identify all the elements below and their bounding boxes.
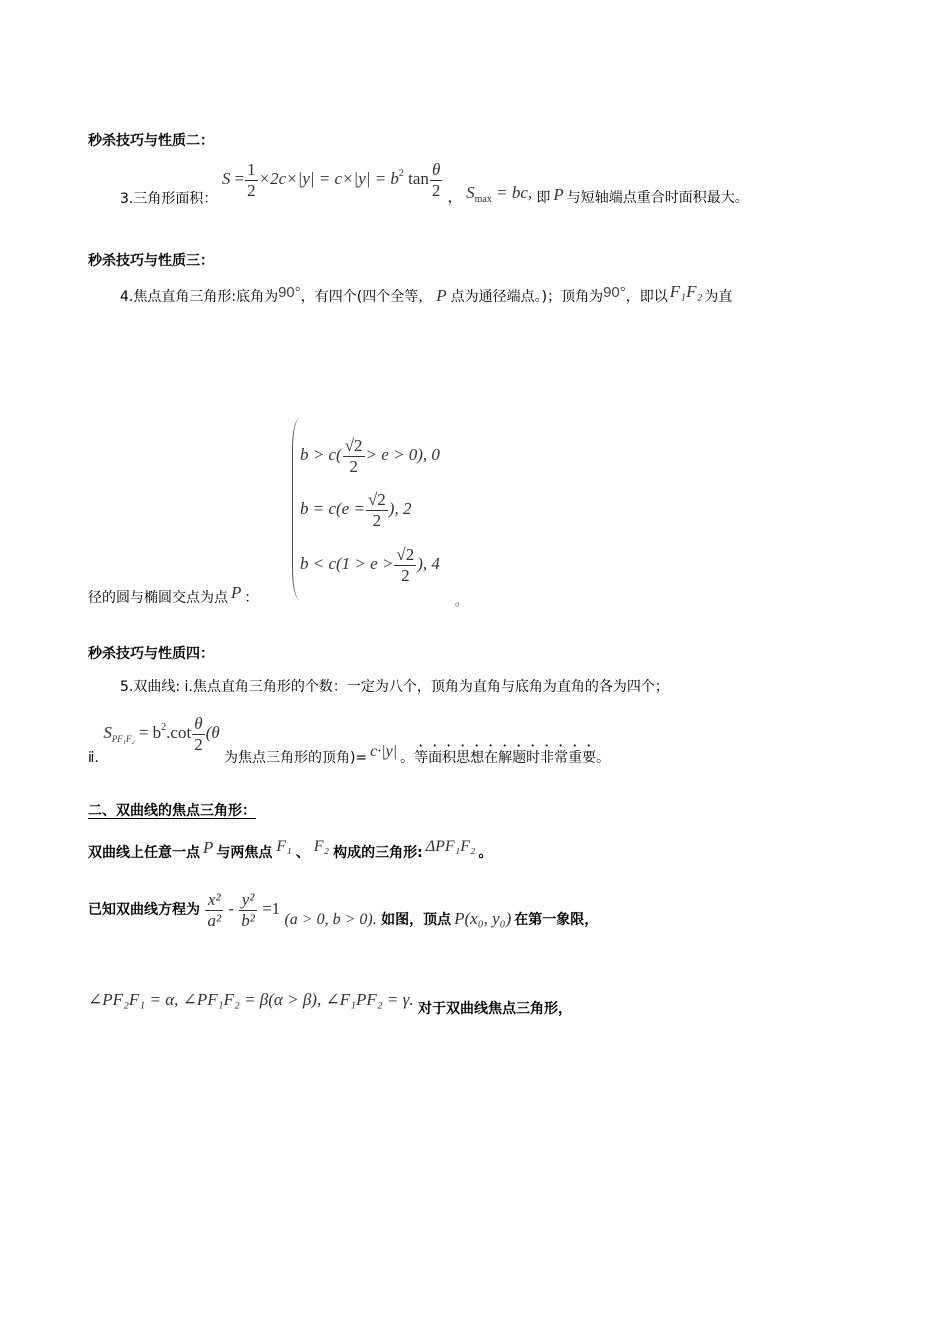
case-1 xyxy=(300,436,440,476)
point-p: P xyxy=(553,185,564,205)
section3-title: 秒杀技巧与性质三： xyxy=(88,253,214,269)
cot-text2-dotted: 。等面积思想在解题时非常重要。 xyxy=(400,749,611,766)
line-e: 为直 xyxy=(704,289,733,305)
x-fraction xyxy=(205,890,223,930)
area-item-label: 3.三角形面积： xyxy=(120,191,218,208)
hyperbola-count-line: 5.双曲线: ⅰ.焦点直角三角形的个数：一定为八个，顶角为直角与底角为直角的各为四个； xyxy=(120,679,669,695)
p2-line1-c: 构成的三角形: xyxy=(333,845,423,861)
smax-eq: = bc, xyxy=(496,183,533,203)
cot-text2 xyxy=(400,750,610,766)
line2-text: 径的圆与椭圆交点为点 xyxy=(88,590,228,606)
case1-fraction xyxy=(343,436,365,476)
line-a: 4.焦点直角三角形:底角为 xyxy=(120,289,279,305)
angle-90-apex: 90° xyxy=(603,284,626,301)
cot-paren: (θ xyxy=(205,722,220,742)
hyperbola-equation xyxy=(204,890,284,930)
formula-tan: tan xyxy=(408,168,429,188)
area-formula-line xyxy=(120,160,749,208)
line-b: ，有四个(四个全等， xyxy=(300,289,433,305)
cot-eq: = b xyxy=(138,722,162,742)
smax-sub: max xyxy=(474,194,492,206)
point-p-3: P xyxy=(231,583,242,602)
p2-sep: 、 xyxy=(295,845,310,861)
theta-fraction xyxy=(430,160,443,200)
case3-den: 2 xyxy=(401,565,410,585)
eq-minus: - xyxy=(228,898,234,918)
case1-pre: b > c( xyxy=(300,444,342,464)
a2: a² xyxy=(207,910,222,930)
y-fraction xyxy=(239,890,257,930)
p2-line1-d: 。 xyxy=(478,845,493,861)
formula-eq: = xyxy=(234,168,245,188)
eq-one: =1 xyxy=(262,898,281,918)
area-text-end: 与短轴端点重合时面积最大。 xyxy=(566,190,749,207)
section4-title: 秒杀技巧与性质四： xyxy=(88,646,214,662)
case2-post: ), 2 xyxy=(388,498,412,518)
cot-two: 2 xyxy=(194,734,203,754)
section2-title: 秒杀技巧与性质二： xyxy=(88,133,214,149)
case1-den: 2 xyxy=(349,456,358,476)
hyperbola-equation-line xyxy=(88,890,598,930)
p2-line1-b: 与两焦点 xyxy=(216,845,273,861)
case3-num: √2 xyxy=(396,545,415,564)
text-ji: 即 xyxy=(536,190,551,207)
case2-num: √2 xyxy=(367,490,386,509)
cy-formula: c·|y| xyxy=(370,742,398,760)
case1-num: √2 xyxy=(344,436,363,455)
formula-s: S xyxy=(221,168,231,188)
circle-intersect-line xyxy=(88,583,259,607)
x2: x² xyxy=(205,890,223,911)
focal-right-triangle-line xyxy=(120,282,733,306)
formula-square: 2 xyxy=(398,167,404,179)
p2-point-p: P xyxy=(203,838,214,857)
y2: y² xyxy=(239,890,257,911)
case2-fraction xyxy=(366,490,388,530)
half-den: 2 xyxy=(247,180,256,200)
cot-sq: 2 xyxy=(161,721,167,733)
cot-formula xyxy=(103,714,224,754)
cot-fraction xyxy=(192,714,205,754)
case2-pre: b = c(e = xyxy=(300,498,365,518)
b2: b² xyxy=(241,910,255,930)
p2-line1-a: 双曲线上任意一点 xyxy=(88,845,200,861)
case1-post: > e > 0), 0 xyxy=(365,444,440,464)
eq-condition: (a > 0, b > 0). xyxy=(284,910,377,928)
cot-theta: θ xyxy=(192,714,205,735)
case2-den: 2 xyxy=(372,510,382,530)
case3-fraction xyxy=(394,545,416,585)
p2-line2-b: 如图，顶点 xyxy=(381,911,452,928)
p2-triangle: ΔPF₁F₂ xyxy=(425,838,476,855)
line2-colon: ： xyxy=(244,590,259,606)
p2-line3-b: 对于双曲线焦点三角形， xyxy=(418,1001,573,1017)
case-2 xyxy=(300,490,411,530)
case3-pre: b < c(1 > e > xyxy=(300,553,394,573)
line-d: ，即以 xyxy=(625,289,668,305)
ii-label: ⅱ. xyxy=(88,749,99,766)
part2-title: 二、双曲线的焦点三角形： xyxy=(88,803,256,819)
half-fraction xyxy=(245,160,258,200)
hyperbola-triangle-line xyxy=(88,838,493,862)
theta-den: 2 xyxy=(431,180,441,200)
smax-formula xyxy=(466,183,536,206)
cot-s: S xyxy=(103,722,112,742)
half-num: 1 xyxy=(247,160,256,179)
line-c: 点为通径端点。)；顶角为 xyxy=(450,289,604,305)
case3-post: ), 4 xyxy=(417,553,440,573)
formula-middle: ×2c×|y| = c×|y| = b xyxy=(258,168,399,188)
p2-line2-c: 在第一象限， xyxy=(514,911,599,928)
formula-comma: ， xyxy=(447,190,462,207)
angle-definition-line xyxy=(88,990,573,1017)
cot-word: .cot xyxy=(166,722,192,742)
p2-f2: F₂ xyxy=(313,838,330,855)
point-p-2: P xyxy=(436,286,447,305)
p2-line2-a: 已知双曲线方程为 xyxy=(88,901,200,918)
p2-point-pxy: P(x₀, y₀) xyxy=(454,908,512,928)
cases-period: 。 xyxy=(455,594,468,608)
case-3 xyxy=(300,545,440,585)
area-cot-line xyxy=(88,708,611,766)
smax-s: S xyxy=(466,183,475,203)
cot-s-sub: PF₁F₂ xyxy=(111,733,135,744)
angles-formula: ∠PF₂F₁ = α, ∠PF₁F₂ = β(α > β), ∠F₁PF₂ = γ. xyxy=(88,990,414,1009)
theta-num: θ xyxy=(430,160,443,181)
cot-text1: 为焦点三角形的顶角)= xyxy=(223,749,368,766)
p2-f1: F₁ xyxy=(276,838,292,855)
area-formula xyxy=(221,160,448,200)
angle-90-base: 90° xyxy=(278,284,301,301)
f1f2: F₁F₂ xyxy=(669,282,703,301)
